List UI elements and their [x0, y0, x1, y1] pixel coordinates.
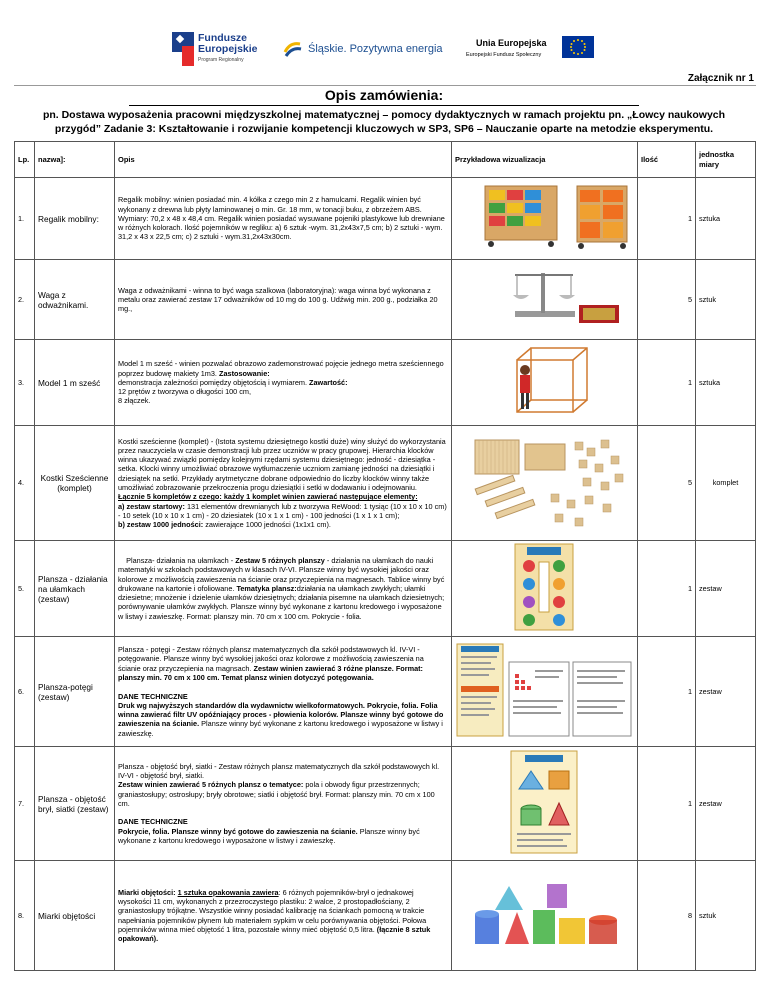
- row-ilosc: 5: [638, 260, 696, 340]
- header-divider: [14, 85, 756, 86]
- fe-logo-line2: Europejskie: [198, 43, 258, 55]
- powers-posters-image: [455, 640, 633, 740]
- balance-scale-image: [455, 261, 633, 335]
- page-title: Opis zamówienia:: [0, 87, 768, 106]
- row-opis: Regalik mobilny: winien posiadać min. 4 kółka z czego min 2 z hamulcami. Regalik winien być wykonany z drewna lub płyty laminowanej o min. Gr. 18 mm, w tonacji buku, z obrzeżem ABS. Wymiary: 70,2 x 48 x 48,4 cm. Regalik winien posiadać wysuwane pojeniki plastykowe lub drewniane w różnych kolorach. Ilość pojemników w regliku: a) 6 sztuk -wym. 31,2x43x7,5 cm; b) 2 sztuki - wym. 31,2 x 43 x 22,5 cm; c) 2 sztuki - wym.31,2x43x30cm.: [115, 178, 452, 260]
- row-jednostka: zestaw: [696, 637, 756, 747]
- row-ilosc: 1: [638, 637, 696, 747]
- row-lp: 5.: [15, 541, 35, 637]
- row-nazwa: Plansza-potęgi (zestaw): [35, 637, 115, 747]
- row-ilosc: 1: [638, 747, 696, 861]
- row-nazwa: Regalik mobilny:: [35, 178, 115, 260]
- ue-logo-sub: Europejski Fundusz Społeczny: [466, 52, 542, 58]
- row-opis: Model 1 m sześć - winien pozwalać obrazowo zademonstrować pojęcie jednego metra sześciennego poprzez budowę makiety 1m3. Zastosowanie: demonstracja zależności pomiędzy objętością i wymiarem. Zawartość: 12 prętów z tworzywa o długości 100 cm, 8 złączek.: [115, 340, 452, 426]
- slaskie-logo: [282, 36, 452, 66]
- row-ilosc: 5: [638, 426, 696, 541]
- table-row: [15, 747, 756, 861]
- annex-label: Załącznik nr 1: [687, 73, 754, 84]
- row-visual: [452, 861, 638, 971]
- table-row: [15, 426, 756, 541]
- row-visual: [452, 747, 638, 861]
- row-ilosc: 1: [638, 340, 696, 426]
- fe-flag-icon: [172, 32, 194, 66]
- row-opis: Kostki sześcienne (komplet) - (Istota systemu dziesiętnego kostki duże) winy służyć do wykorzystania przez nauczyciela w czasie demonstracji lub przez uczniów w pracy grupowej. Hierarchia klocków winna ukazywać związki pomiędzy kolejnymi rzędami systemu dziesiętnego: jedność - dziesiątka - setka. Klocki winny umożliwiać obrazowe wytłumaczenie uczniom zamianę jedności na dziesiątki i dziesiątek na setki. Przykłady arytmetyczne dobrane odpowiednio do liczby klocków winny także umożliwiać zobrazowanie przekroczenia progu dziesiątki i setki w dodawaniu i odejmowaniu. Łącznie 5 kompletów z czego: każdy 1 komplet winien zawierać następujące elementy: a) zestaw startowy: 131 elementów drewnianych lub z tworzywa ReWood: 1 tysiąc (10 x 10 x 10 cm) - 10 setek (10 x 10 x 1 cm) - 20 dziesiatek (10 x 1 x 1 cm) - 100 jedności (1 x 1 x 1 cm); b) zestaw 1000 jedności: zawierające 1000 jedności (1x1x1 cm).: [115, 426, 452, 541]
- row-nazwa: Kostki Sześcienne (komplet): [35, 426, 115, 541]
- row-opis: Plansza - objętość brył, siatki - Zestaw różnych plansz matematycznych dla szkół podstawowych kl. IV-VI - objętość brył, siatki. Zestaw winien zawierać 5 różnych plansz o tematyce: pola i obwody figur przestrzennych; graniastosłupy; ostrosłupy; bryły obrotowe; siatki i objętość brył. Format: planszy min. 70 cm x 100 cm. DANE TECHNICZNE Pokrycie, folia. Plansze winny być gotowe do zawieszenia na ścianie. Plansze winny być wykonane z kartonu kredowego i wyposażone w listwy i zawieszkę.: [115, 747, 452, 861]
- header-wizualizacja: Przykładowa wizualizacja: [452, 142, 638, 178]
- cube-model-image: [455, 342, 633, 420]
- row-opis: Plansza- działania na ułamkach - Zestaw 5 różnych planszy - działania na ułamkach do nauki matematyki w szkołach podstawowych w klasach IV-VI. Plansze winny być wysokiej jakości oraz kolorowe z możliwością zawieszenia na ścianie oraz przyczepienia na magnesach. Tablice winny być drukowane na kartonie i ofoliowane. Tematyka plansz:działania na ułamkach zwykłych; ułamki dziesietne; mnożenie i dzielenie ułamków dziesiętnych; działania pisemne na ułamkach dziesietnych; porównywanie ułamków zwykłych. Plansze winny być wykonane z kartonu kredowego i wyposażone w listwy i zawieszkę. Format: planszy min. 70 cm x 100 cm. Pokrycie - folia.: [115, 541, 452, 637]
- row-nazwa: Waga z odważnikami.: [35, 260, 115, 340]
- fundusze-europejskie-logo: [172, 32, 272, 72]
- table-header-row: [15, 142, 756, 178]
- fractions-poster-image: [455, 542, 633, 632]
- header-opis: Opis: [115, 142, 452, 178]
- row-jednostka: sztuk: [696, 260, 756, 340]
- ue-logo-title: Unia Europejska: [476, 38, 547, 48]
- row-jednostka: zestaw: [696, 541, 756, 637]
- row-visual: [452, 426, 638, 541]
- table-row: [15, 861, 756, 971]
- table-row: [15, 340, 756, 426]
- row-jednostka: sztuka: [696, 340, 756, 426]
- row-nazwa: Plansza - działania na ułamkach (zestaw): [35, 541, 115, 637]
- row-visual: [452, 637, 638, 747]
- slaskie-mark-icon: [282, 38, 304, 60]
- table-row: [15, 541, 756, 637]
- row-jednostka: komplet: [696, 426, 756, 541]
- row-jednostka: sztuka: [696, 178, 756, 260]
- row-lp: 4.: [15, 426, 35, 541]
- header-lp: Lp.: [15, 142, 35, 178]
- mobile-shelf-image: [455, 182, 633, 252]
- row-visual: [452, 340, 638, 426]
- row-lp: 2.: [15, 260, 35, 340]
- row-opis: Miarki objętości: 1 sztuka opakowania zawiera: 6 różnych pojemników-brył o jednakowej wysokości 11 cm, wykonanych z przezroczystego plastiku: 2 walce, 2 prostopadłościany, 2 graniastosłupy trójkątne. Wszystkie winny posiadać kalibrację na ściankach pomocną w trakcie napełniania pojemników płynem lub materiałem sypkim w celu porównywania objętości. Połowa pojemników winna mieć objętość 1 litra, pozostałe winny mieć objętość 0,5 litra. (łącznie 8 sztuk opakowań).: [115, 861, 452, 971]
- row-jednostka: zestaw: [696, 747, 756, 861]
- row-nazwa: Miarki objętości: [35, 861, 115, 971]
- row-lp: 6.: [15, 637, 35, 747]
- solids-poster-image: [455, 749, 633, 855]
- unia-europejska-logo: [462, 32, 607, 72]
- row-nazwa: Plansza - objętość brył, siatki (zestaw): [35, 747, 115, 861]
- table-row: [15, 178, 756, 260]
- table-row: [15, 637, 756, 747]
- row-visual: [452, 541, 638, 637]
- slaskie-logo-text: Śląskie. Pozytywna energia: [308, 43, 443, 55]
- row-lp: 8.: [15, 861, 35, 971]
- order-table: [14, 141, 756, 971]
- row-ilosc: 1: [638, 178, 696, 260]
- row-lp: 7.: [15, 747, 35, 861]
- row-lp: 3.: [15, 340, 35, 426]
- row-opis: Plansza - potęgi - Zestaw różnych plansz matematycznych dla szkół podstawowych kl. IV-VI - potęgowanie. Plansze winny być wysokiej jakości oraz kolorowe z możliwością zawieszenia na ścianie oraz przyczepienia na magnsach. Zestaw winien zawierać 3 różne plansze. Format: planszy min. 70 cm x 100 cm. Temat plansz winien dotyczyć potęgowania. DANE TECHNICZNE Druk wg najwyższych standardów dla wydawnictw wielkoformatowych. Pokrycie, folia. Folia winna zawierać filtr UV opóźniający proces - płowienia kolorów. Plansze winny być gotowe do zawieszenia na ścianie. Plansze winny być wykonane z kartonu kredowego i wyposażone w listwy i zawieszkę.: [115, 637, 452, 747]
- row-jednostka: sztuk: [696, 861, 756, 971]
- logo-bar: [0, 28, 768, 80]
- row-opis: Waga z odważnikami - winna to być waga szalkowa (laboratoryjna): waga winna być wykonana z metalu oraz zawierać zestaw 17 odważników od 10 mg do 100 g. Udźwig min. 200 g., podziałka 20 mg.,: [115, 260, 452, 340]
- fe-logo-line1: Fundusze: [198, 32, 247, 44]
- volume-measures-image: [455, 874, 633, 954]
- row-lp: 1.: [15, 178, 35, 260]
- fe-logo-sub: Program Regionalny: [198, 57, 244, 63]
- order-subject: pn. Dostawa wyposażenia pracowni międzyszkolnej matematycznej – pomocy dydaktycznych w ramach projektu pn. „Łowcy naukowych przygód” Zadanie 3: Kształtowanie i rozwijanie kompetencji kluczowych w SP3, SP6 – Nauczanie oparte na metodzie eksperymentu.: [42, 109, 726, 135]
- row-ilosc: 1: [638, 541, 696, 637]
- row-visual: [452, 260, 638, 340]
- row-ilosc: 8: [638, 861, 696, 971]
- eu-flag-icon: [562, 36, 594, 58]
- row-visual: [452, 178, 638, 260]
- header-nazwa: nazwa]:: [35, 142, 115, 178]
- header-ilosc: Ilość: [638, 142, 696, 178]
- row-nazwa: Model 1 m sześć: [35, 340, 115, 426]
- table-row: [15, 260, 756, 340]
- base-ten-blocks-image: [455, 434, 633, 530]
- header-jednostka: jednostka miary: [696, 142, 756, 178]
